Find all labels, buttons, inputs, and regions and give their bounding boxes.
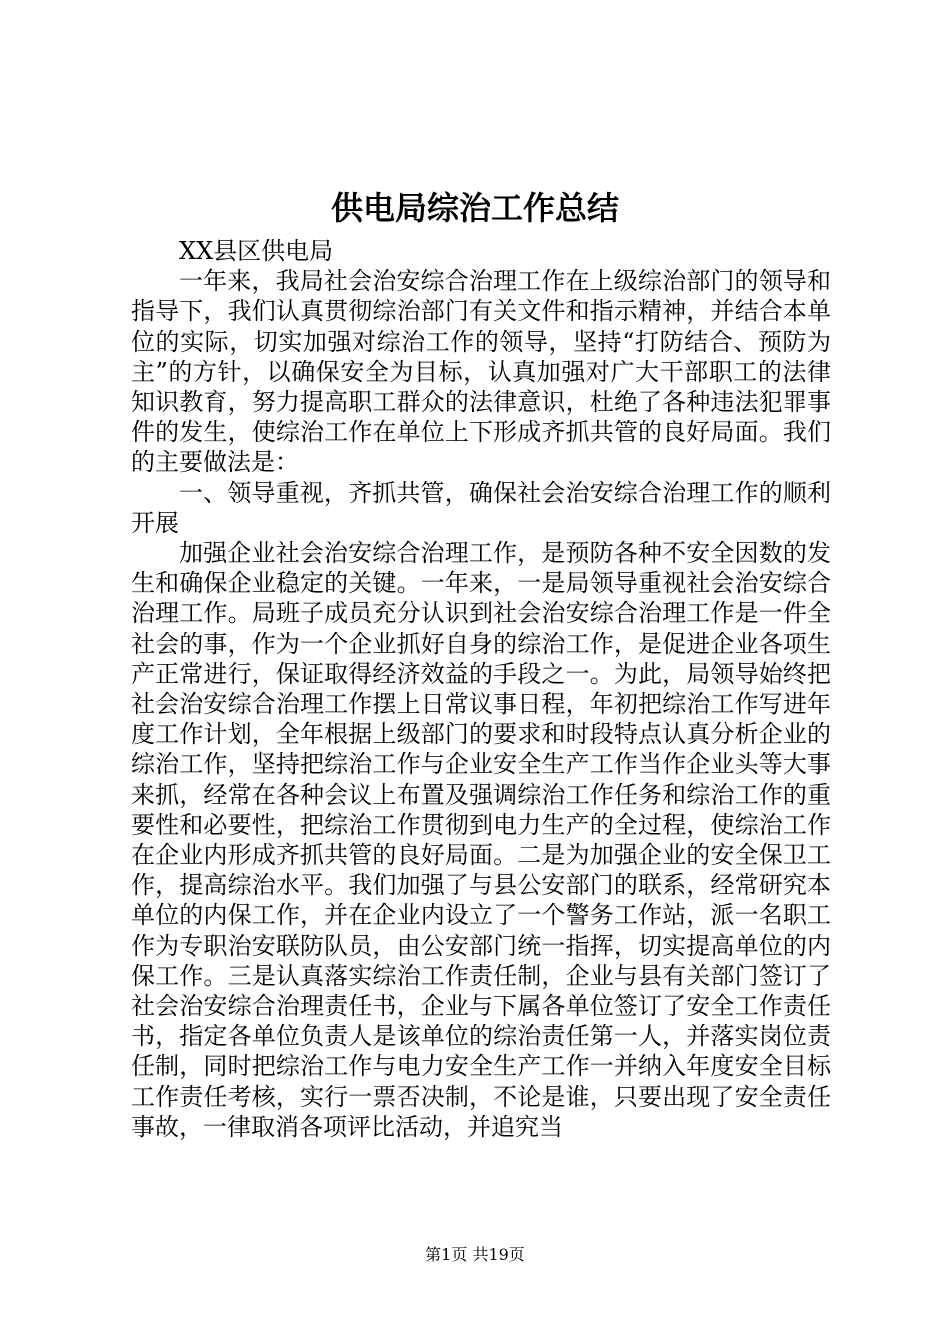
document-title: 供电局综治工作总结 xyxy=(330,189,619,227)
paragraph-intro: 一年来，我局社会治安综合治理工作在上级综治部门的领导和指导下，我们认真贯彻综治部门有关文件和指示精神，并结合本单位的实际，切实加强对综治工作的领导，坚持“打防结合、预防为主”的方针，以确保安全为目标，认真加强对广大干部职工的法律知识教育，努力提高职工群众的法律意识，杜绝了各种违法犯罪事件的发生，使综治工作在单位上下形成齐抓共管的良好局面。我们的主要做法是： xyxy=(131,267,831,477)
paragraph-body: 加强企业社会治安综合治理工作，是预防各种不安全因数的发生和确保企业稳定的关键。一年来，一是局领导重视社会治安综合治理工作。局班子成员充分认识到社会治安综合治理工作是一件全社会的事，作为一个企业抓好自身的综治工作，是促进企业各项生产正常进行，保证取得经济效益的手段之一。为此，局领导始终把社会治安综合治理工作摆上日常议事日程，年初把综治工作写进年度工作计划，全年根据上级部门的要求和时段特点认真分析企业的综治工作，坚持把综治工作与企业安全生产工作当作企业头等大事来抓，经常在各种会议上布置及强调综治工作任务和综治工作的重要性和必要性，把综治工作贯彻到电力生产的全过程，使综治工作在企业内形成齐抓共管的良好局面。二是为加强企业的安全保卫工作，提高综治水平。我们加强了与县公安部门的联系，经常研究本单位的内保工作，并在企业内设立了一个警务工作站，派一名职工作为专职治安联防队员，由公安部门统一指挥，切实提高单位的内保工作。三是认真落实综治工作责任制，企业与县有关部门签订了社会治安综合治理责任书，企业与下属各单位签订了安全工作责任书，指定各单位负责人是该单位的综治责任第一人，并落实岗位责任制，同时把综治工作与电力安全生产工作一并纳入年度安全目标工作责任考核，实行一票否决制，不论是谁，只要出现了安全责任事故，一律取消各项评比活动，并追究当 xyxy=(131,539,831,1141)
author-line: XX县区供电局 xyxy=(179,237,334,265)
page-number-footer: 第1页 共19页 xyxy=(425,1245,525,1264)
section-heading: 一、领导重视，齐抓共管，确保社会治安综合治理工作的顺利开展 xyxy=(131,478,831,537)
document-body xyxy=(131,236,831,1142)
